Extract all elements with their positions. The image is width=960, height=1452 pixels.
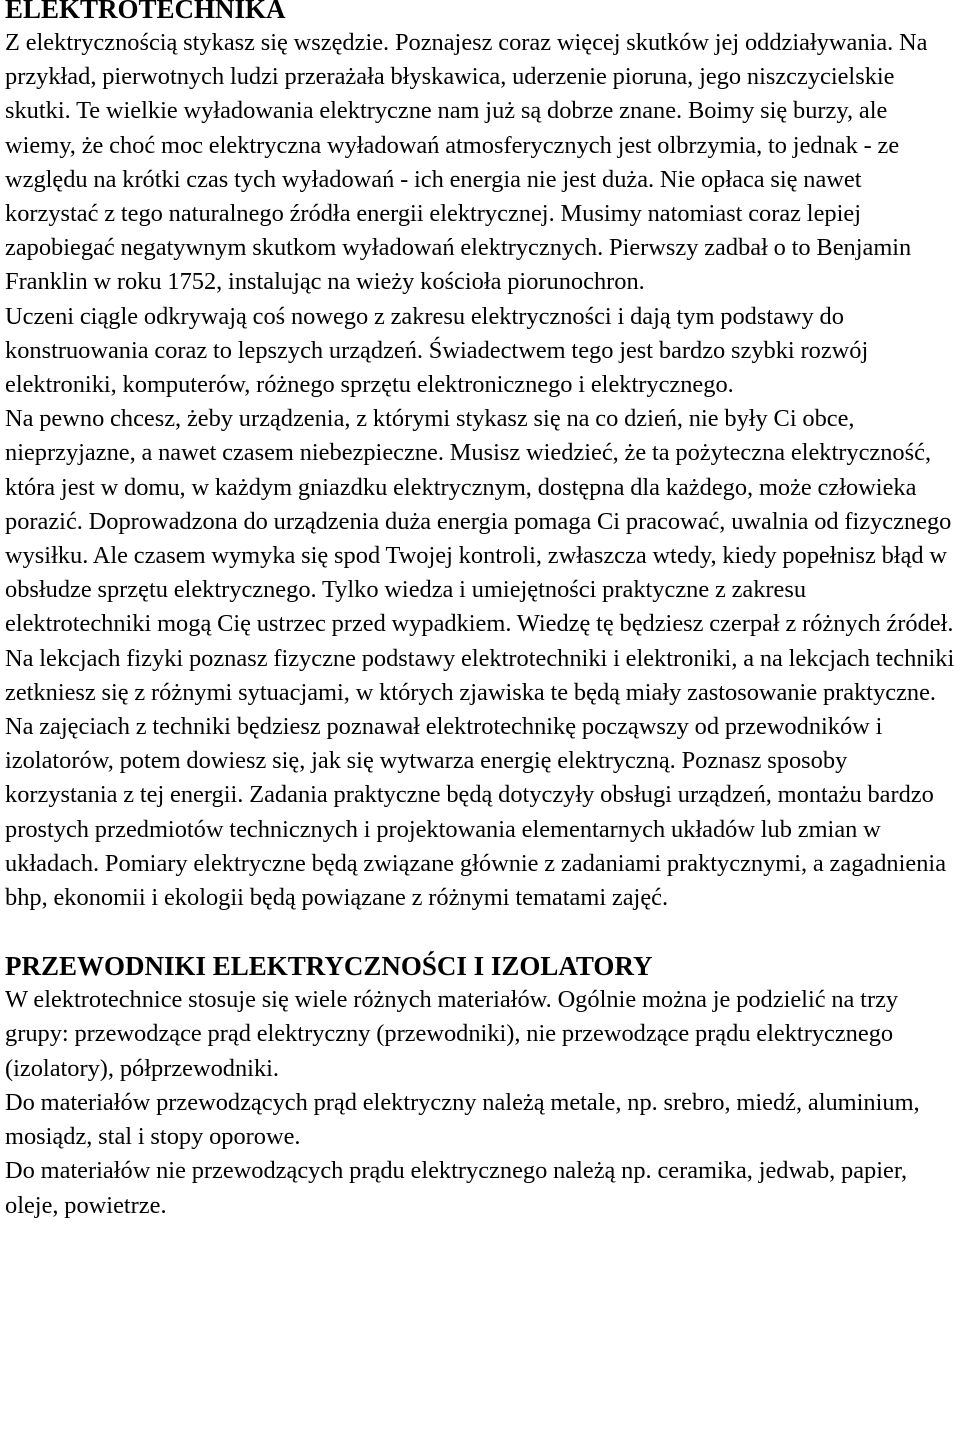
paragraph-materials: W elektrotechnice stosuje się wiele różnych materiałów. Ogólnie można je podzielić na trzy grupy: przewodzące prąd elektryczny (przewodniki), nie przewodzące prądu elektrycznego (izolatory), półprzewodniki. (5, 986, 899, 1082)
section-title-conductors-insulators: PRZEWODNIKI ELEKTRYCZNOŚCI I IZOLATORY (5, 951, 653, 982)
paragraph-scientists: Uczeni ciągle odkrywają coś nowego z zakresu elektryczności i dają tym podstawy do konstruowania coraz to lepszych urządzeń. Świadectwem tego jest bardzo szybki rozwój elektroniki, komputerów, różnego sprzętu elektronicznego i elektrycznego. (5, 302, 869, 399)
paragraph-insulators: Do materiałów nie przewodzących prądu elektrycznego należą np. ceramika, jedwab, papier, oleje, powietrze. (5, 1157, 908, 1219)
paragraph-intro: Z elektrycznością stykasz się wszędzie. Poznajesz coraz więcej skutków jej oddziaływania. Na przykład, pierwotnych ludzi przerażała błyskawica, uderzenie pioruna, jego niszczycielskie skutki. Te wielkie wyładowania elektryczne nam już są dobrze znane. Boimy się burzy, ale wiemy, że choć moc elektryczna wyładowań atmosferycznych jest olbrzymia, to jednak - ze względu na krótki czas tych wyładowań - ich energia nie jest duża. Nie opłaca się nawet korzystać z tego naturalnego źródła energii elektrycznej. Musimy natomiast coraz lepiej zapobiegać negatywnym skutkom wyładowań elektrycznych. Pierwszy zadbał o to Benjamin Franklin w roku 1752, instalując na wieży kościoła piorunochron. (5, 29, 928, 296)
section-title-elektrotechnika: ELEKTROTECHNIKA (5, 0, 286, 24)
paragraph-technique-classes: Na zajęciach z techniki będziesz poznawał elektrotechnikę począwszy od przewodników i izolatorów, potem dowiesz się, jak się wytwarza energię elektryczną. Poznasz sposoby korzystania z tej energii. Zadania praktyczne będą dotyczyły obsługi urządzeń, montażu bardzo prostych przedmiotów technicznych i projektowania elementarnych układów lub zmian w układach. Pomiary elektryczne będą związane głównie z zadaniami praktycznymi, a zagadnienia bhp, ekonomii i ekologii będą powiązane z różnymi tematami zajęć. (5, 713, 947, 912)
paragraph-safety: Na pewno chcesz, żeby urządzenia, z którymi stykasz się na co dzień, nie były Ci obce, nieprzyjazne, a nawet czasem niebezpieczne. Musisz wiedzieć, że ta pożyteczna elektryczność, która jest w domu, w każdym gniazdku elektrycznym, dostępna dla każdego, może człowieka porazić. Doprowadzona do urządzenia duża energia pomaga Ci pracować, uwalnia od fizycznego wysiłku. Ale czasem wymyka się spod Twojej kontroli, zwłaszcza wtedy, kiedy popełnisz błąd w obsłudze sprzętu elektrycznego. Tylko wiedza i umiejętności praktyczne z zakresu elektrotechniki mogą Cię ustrzec przed wypadkiem. Wiedzę tę będziesz czerpał z różnych źródeł. (5, 405, 954, 638)
paragraph-conductors: Do materiałów przewodzących prąd elektryczny należą metale, np. srebro, miedź, aluminium, mosiądz, stal i stopy oporowe. (5, 1088, 920, 1151)
paragraph-physics-lessons: Na lekcjach fizyki poznasz fizyczne podstawy elektrotechniki i elektroniki, a na lekcjach techniki zetkniesz się z różnymi sytuacjami, w których zjawiska te będą miały zastosowanie praktyczne. (5, 644, 955, 706)
document-page (5, 0, 957, 1223)
